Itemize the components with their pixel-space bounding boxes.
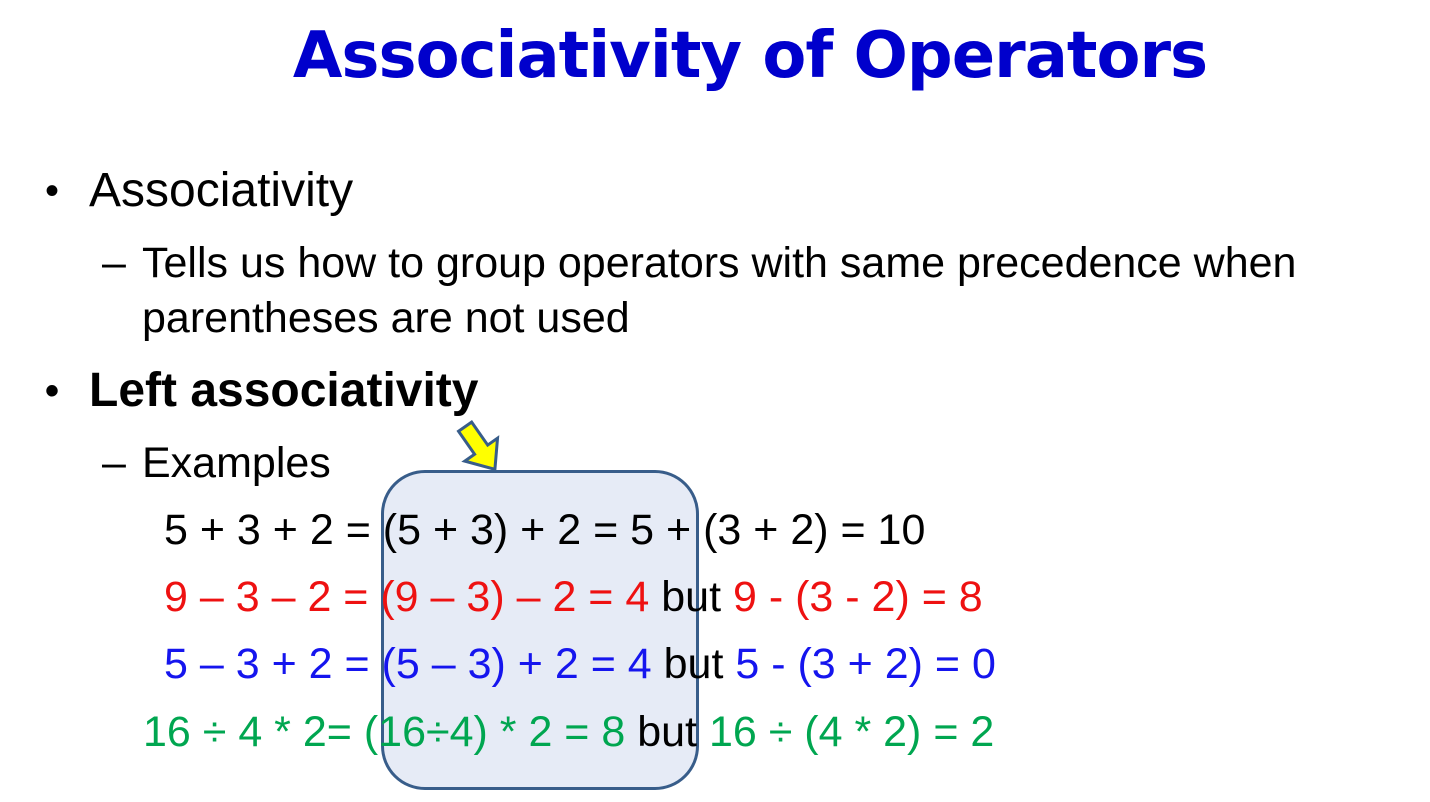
example-but: but [649,573,733,621]
slide-title: Associativity of Operators [292,19,1208,93]
example-row-2 [164,572,983,622]
sub-bullet-definition [102,236,1297,346]
bullet-dot: • [45,169,60,213]
example-but: but [651,640,736,688]
example-right: 9 - (3 - 2) = 8 [732,573,983,621]
sub-bullet-text: Examples [142,439,331,487]
dash: – [102,239,126,287]
sub-bullet-line-1: Tells us how to group operators with same precedence when [142,239,1297,287]
example-row-3 [164,639,996,689]
example-row-1: 5 + 3 + 2 = (5 + 3) + 2 = 5 + (3 + 2) = 10 [164,506,926,554]
example-row-4 [143,707,994,757]
example-but: but [625,708,709,756]
dash: – [102,439,126,487]
sub-bullet-line-2: parentheses are not used [142,294,630,342]
example-left: 16 ÷ 4 * 2= (16÷4) * 2 = 8 [143,708,626,756]
bullet-text: Associativity [89,164,354,217]
bullet-left-associativity [45,363,479,419]
bullet-text: Left associativity [89,364,479,417]
bullet-associativity [45,163,354,219]
example-right: 5 - (3 + 2) = 0 [735,640,996,688]
down-arrow-icon [450,420,510,476]
example-left: 5 – 3 + 2 = (5 – 3) + 2 = 4 [164,640,652,688]
example-right: 16 ÷ (4 * 2) = 2 [708,708,995,756]
bullet-dot: • [45,369,60,413]
sub-bullet-examples [102,436,331,491]
example-left: 9 – 3 – 2 = (9 – 3) – 2 = 4 [164,573,650,621]
